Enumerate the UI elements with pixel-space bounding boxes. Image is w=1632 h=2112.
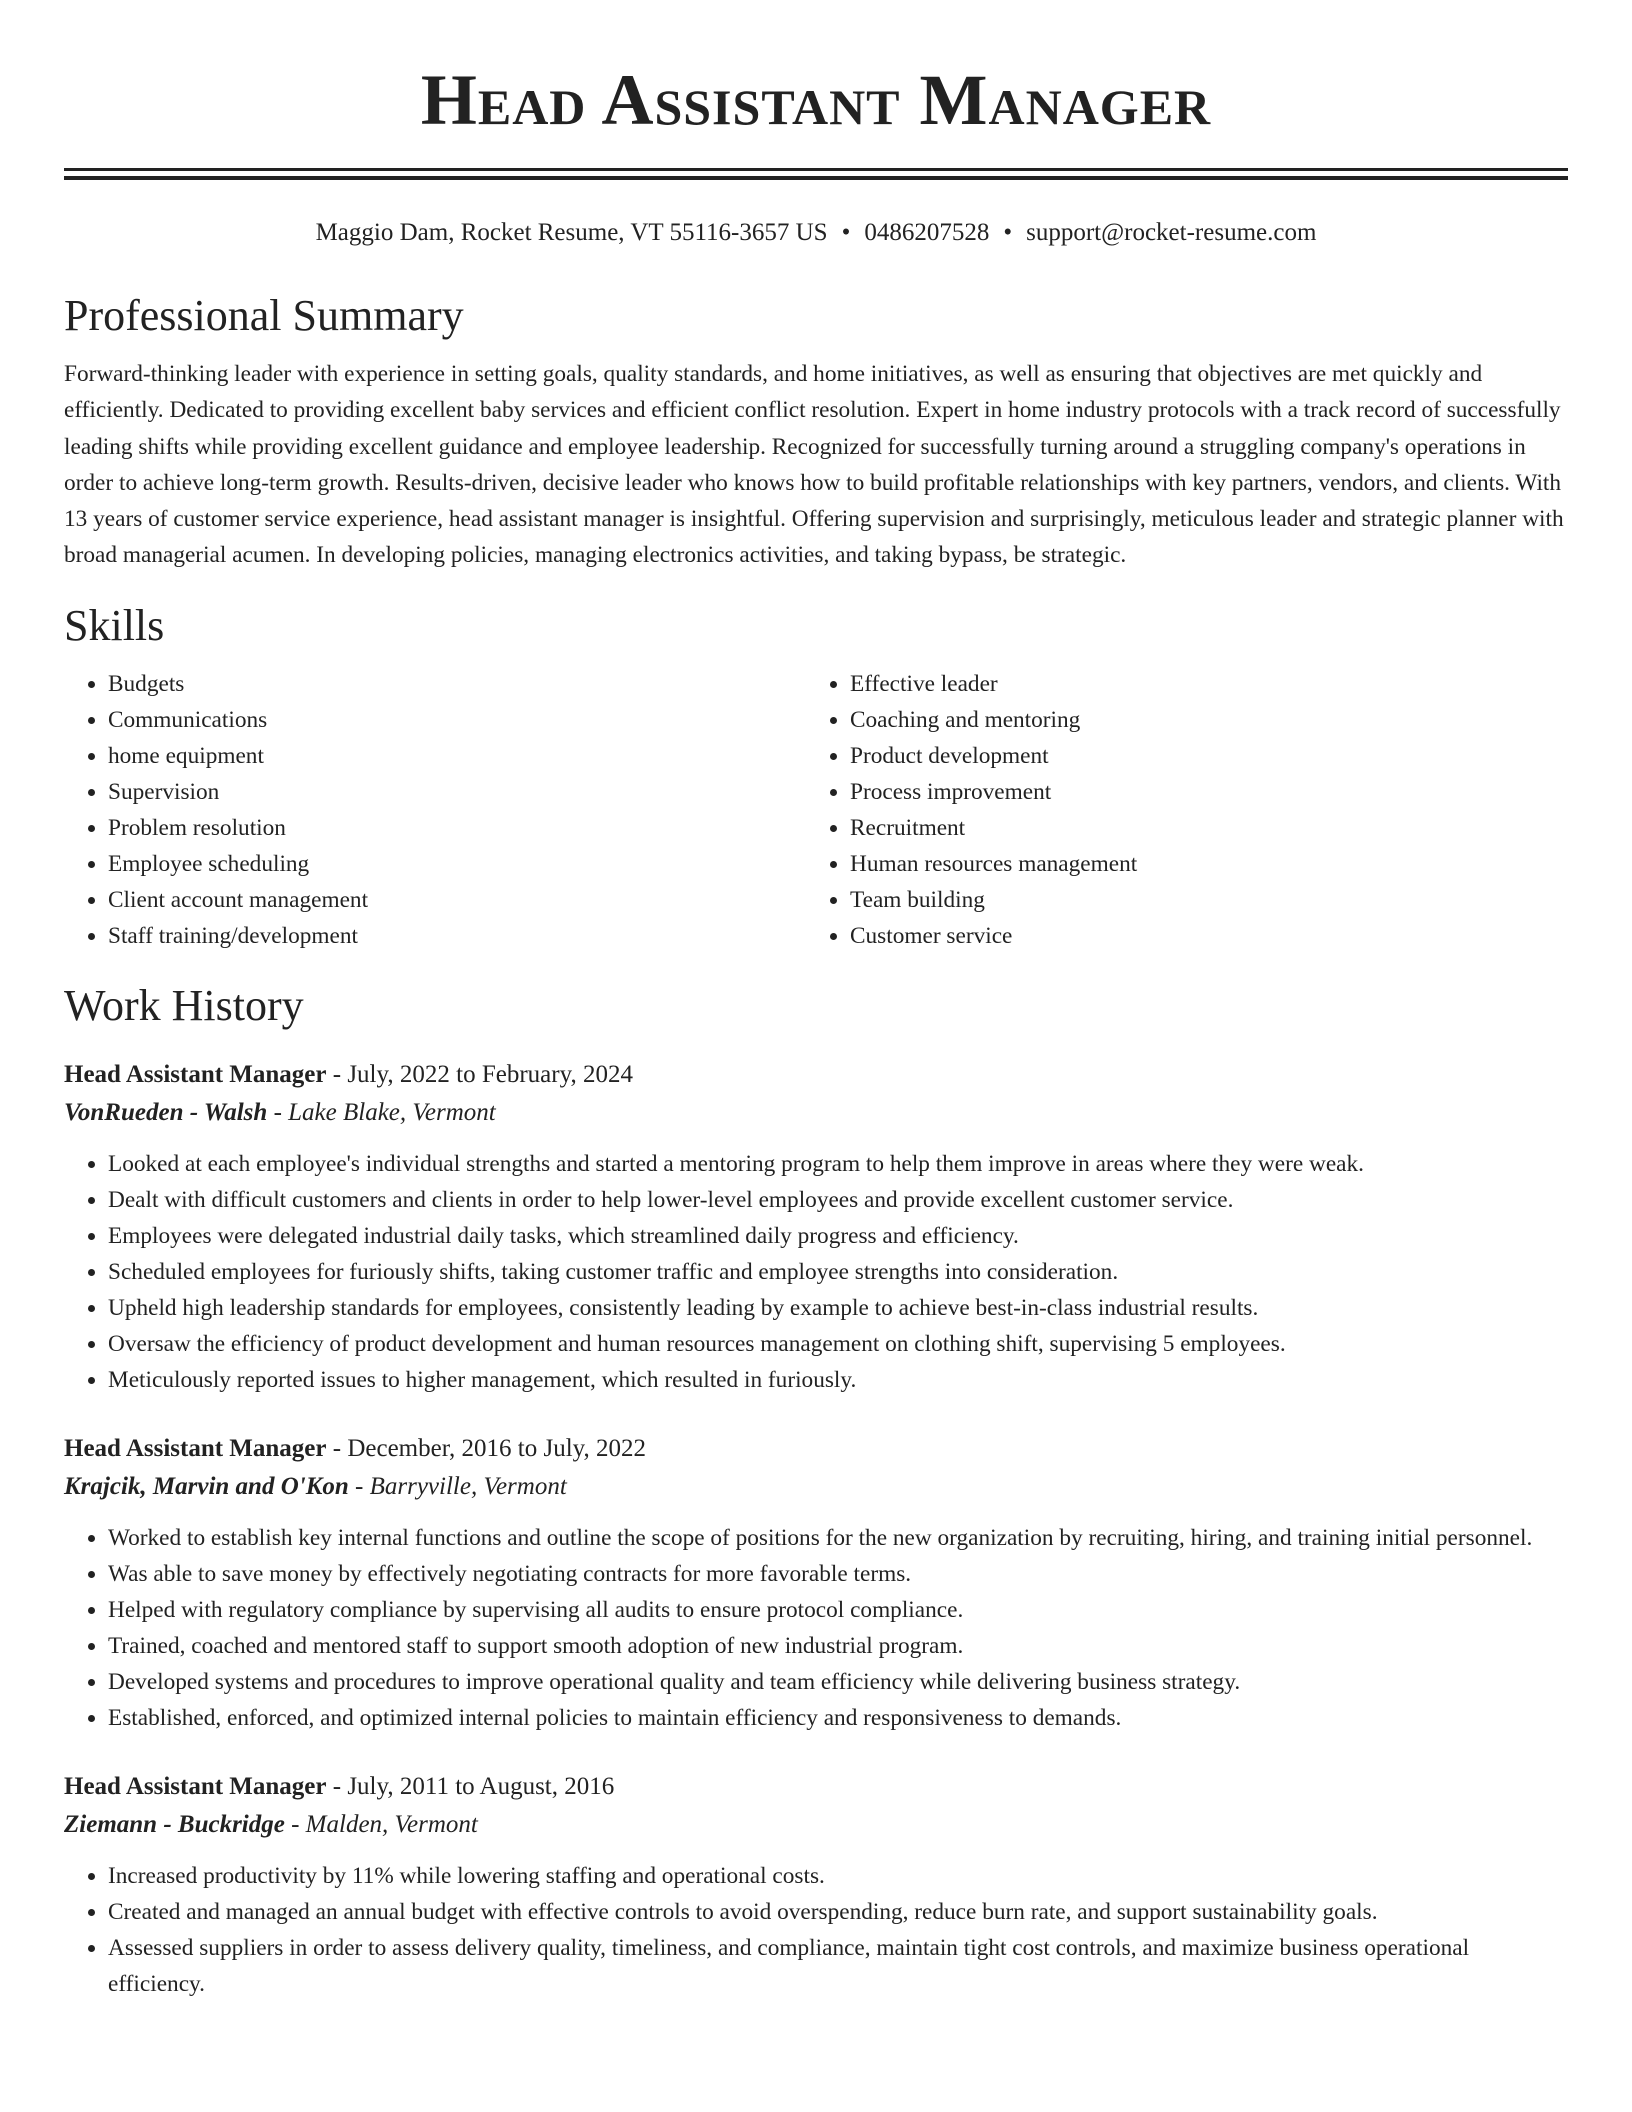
skill-item: • Problem resolution bbox=[108, 810, 806, 846]
job-location: - Lake Blake, Vermont bbox=[267, 1098, 496, 1126]
skills-heading: Skills bbox=[64, 600, 165, 650]
job-company: VonRueden - Walsh bbox=[64, 1098, 268, 1126]
job-bullet: • Upheld high leadership standards for employees, consistently leading by example to achieve best-in-class industrial results. bbox=[108, 1290, 1568, 1326]
summary-heading: Professional Summary bbox=[64, 291, 464, 340]
skill-item: • Team building bbox=[850, 882, 1548, 918]
job-bullet: • Established, enforced, and optimized internal policies to maintain efficiency and responsiveness to demands. bbox=[108, 1700, 1568, 1736]
skill-item: • Human resources management bbox=[850, 846, 1548, 882]
job-company-line bbox=[64, 1094, 1568, 1132]
skills-column-right bbox=[806, 666, 1548, 954]
job-dates: - July, 2011 to August, 2016 bbox=[326, 1772, 615, 1800]
job-bullet: • Employees were delegated industrial daily tasks, which streamlined daily progress and efficiency. bbox=[108, 1218, 1568, 1254]
job-bullet: • Was able to save money by effectively negotiating contracts for more favorable terms. bbox=[108, 1556, 1568, 1592]
skill-item: • home equipment bbox=[108, 738, 806, 774]
skill-item: • Recruitment bbox=[850, 810, 1548, 846]
contact-line bbox=[64, 216, 1568, 250]
job-entry bbox=[64, 1430, 1568, 1736]
job-company-line bbox=[64, 1806, 1568, 1844]
summary-section bbox=[64, 290, 1568, 574]
skill-item: • Supervision bbox=[108, 774, 806, 810]
job-bullet: • Worked to establish key internal functions and outline the scope of positions for the new organization by recruiting, hiring, and training initial personnel. bbox=[108, 1520, 1568, 1556]
title-divider-bottom bbox=[64, 176, 1568, 180]
skills-list-left bbox=[64, 666, 806, 954]
skills-section bbox=[64, 600, 1568, 954]
page-title: Head Assistant Manager bbox=[420, 60, 1212, 140]
skill-item: • Effective leader bbox=[850, 666, 1548, 702]
job-bullet: • Developed systems and procedures to improve operational quality and team efficiency while delivering business strategy. bbox=[108, 1664, 1568, 1700]
contact-email: support@rocket-resume.com bbox=[1026, 219, 1317, 246]
skill-item: • Employee scheduling bbox=[108, 846, 806, 882]
job-title-line bbox=[64, 1430, 1568, 1468]
contact-address: Maggio Dam, Rocket Resume, VT 55116-3657 US bbox=[315, 219, 828, 246]
job-bullet: • Helped with regulatory compliance by supervising all audits to ensure protocol compliance. bbox=[108, 1592, 1568, 1628]
job-bullet: • Created and managed an annual budget with effective controls to avoid overspending, reduce burn rate, and support sustainability goals. bbox=[108, 1894, 1568, 1930]
job-company-line bbox=[64, 1468, 1568, 1506]
job-bullets bbox=[64, 1520, 1568, 1736]
job-location: - Barryville, Vermont bbox=[348, 1472, 567, 1500]
job-title-line bbox=[64, 1768, 1568, 1806]
skill-item: • Product development bbox=[850, 738, 1548, 774]
work-history-section bbox=[64, 980, 1568, 2002]
skills-columns bbox=[64, 666, 1568, 954]
skill-item: • Client account management bbox=[108, 882, 806, 918]
job-title-line bbox=[64, 1056, 1568, 1094]
job-entry bbox=[64, 1768, 1568, 2002]
job-bullet: • Trained, coached and mentored staff to support smooth adoption of new industrial program. bbox=[108, 1628, 1568, 1664]
contact-phone: 0486207528 bbox=[864, 219, 990, 246]
skill-item: • Customer service bbox=[850, 918, 1548, 954]
job-title: Head Assistant Manager bbox=[64, 1772, 327, 1800]
skills-column-left bbox=[64, 666, 806, 954]
skill-item: • Staff training/development bbox=[108, 918, 806, 954]
job-title: Head Assistant Manager bbox=[64, 1060, 327, 1088]
job-bullet: • Looked at each employee's individual strengths and started a mentoring program to help them improve in areas where they were weak. bbox=[108, 1146, 1568, 1182]
job-company: Krajcik, Marvin and O'Kon bbox=[64, 1472, 349, 1500]
skill-item: • Process improvement bbox=[850, 774, 1548, 810]
skill-item: • Communications bbox=[108, 702, 806, 738]
skills-list-right bbox=[806, 666, 1548, 954]
job-dates: - December, 2016 to July, 2022 bbox=[326, 1434, 647, 1462]
job-dates: - July, 2022 to February, 2024 bbox=[326, 1060, 633, 1088]
job-bullet: • Assessed suppliers in order to assess delivery quality, timeliness, and compliance, maintain tight cost controls, and maximize business operational efficiency. bbox=[108, 1930, 1568, 2002]
job-bullets bbox=[64, 1858, 1568, 2002]
skill-item: • Coaching and mentoring bbox=[850, 702, 1548, 738]
job-bullet: • Meticulously reported issues to higher management, which resulted in furiously. bbox=[108, 1362, 1568, 1398]
job-location: - Malden, Vermont bbox=[284, 1810, 478, 1838]
job-title: Head Assistant Manager bbox=[64, 1434, 327, 1462]
job-bullet: • Oversaw the efficiency of product development and human resources management on clothing shift, supervising 5 employees. bbox=[108, 1326, 1568, 1362]
contact-separator: • bbox=[841, 219, 851, 246]
job-bullet: • Dealt with difficult customers and clients in order to help lower-level employees and provide excellent customer service. bbox=[108, 1182, 1568, 1218]
job-bullet: • Scheduled employees for furiously shifts, taking customer traffic and employee strengths into consideration. bbox=[108, 1254, 1568, 1290]
job-entry bbox=[64, 1056, 1568, 1398]
job-company: Ziemann - Buckridge bbox=[64, 1810, 285, 1838]
work-history-heading: Work History bbox=[64, 980, 304, 1030]
summary-text: Forward-thinking leader with experience in setting goals, quality standards, and home initiatives, as well as ensuring that objectives are met quickly and efficiently. Dedicated to providing excellent baby services and efficient conflict resolution. Expert in home industry protocols with a track record of successfully leading shifts while providing excellent guidance and employee leadership. Recognized for successfully turning around a struggling company's operations in order to achieve long-term growth. Results-driven, decisive leader who knows how to build profitable relationships with key partners, vendors, and clients. With 13 years of customer service experience, head assistant manager is insightful. Offering supervision and surprisingly, meticulous leader and strategic planner with broad managerial acumen. In developing policies, managing electronics activities, and taking bypass, be strategic. bbox=[64, 361, 1564, 569]
job-bullets bbox=[64, 1146, 1568, 1398]
job-bullet: • Increased productivity by 11% while lowering staffing and operational costs. bbox=[108, 1858, 1568, 1894]
skill-item: • Budgets bbox=[108, 666, 806, 702]
contact-separator: • bbox=[1003, 219, 1013, 246]
